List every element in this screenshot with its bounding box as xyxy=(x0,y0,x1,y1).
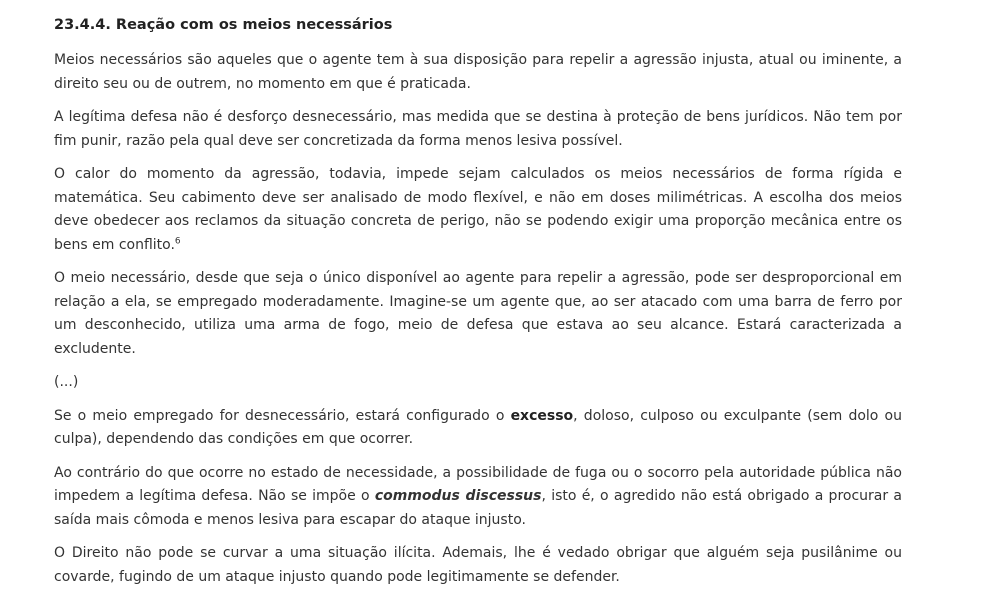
ellipsis-text: (...) xyxy=(54,374,79,390)
paragraph-text: O meio necessário, desde que seja o único disponível ao agente para repelir a agressão, pode ser desproporcional em relação a ela, se empregado moderadamente. Imagine-se um agente que, ao ser atacado com uma barra de ferro por um desconhecido, utiliza uma arma de fogo, meio de defesa que estava ao seu alcance. Estará caracterizada a excludente. xyxy=(54,270,902,357)
paragraph-text: Se o meio empregado for desnecessário, estará configurado o xyxy=(54,407,511,424)
paragraph-text: Ao contrário do que ocorre no estado de necessidade, a possibilidade de fuga ou o socorro pela autoridade pública não impedem a legítima defesa. Não se impõe o xyxy=(54,464,902,504)
paragraph-calor-do-momento xyxy=(54,163,902,257)
paragraph-meios-necessarios xyxy=(54,49,902,96)
paragraph-excesso xyxy=(54,405,902,452)
paragraph-text: O calor do momento da agressão, todavia, impede sejam calculados os meios necessários de forma rígida e matemática. Seu cabimento deve ser analisado de modo flexível, e não em doses milimétricas. A escolha dos meios deve obedecer aos reclamos da situação concreta de perigo, não se podendo exigir uma proporção mecânica entre os bens em conflito. xyxy=(54,166,902,253)
paragraph-direito-situacao-ilicita xyxy=(54,542,902,589)
bold-italic-term-commodus-discessus: commodus discessus xyxy=(374,488,542,504)
paragraph-commodus-discessus xyxy=(54,462,902,533)
paragraph-text: , doloso, culposo ou exculpante (sem dolo ou culpa), dependendo das condições em que ocorrer. xyxy=(54,407,902,447)
bold-term-excesso: excesso xyxy=(510,407,574,424)
paragraph-text: , isto é, o agredido não está obrigado a procurar a saída mais cômoda e menos lesiva para escapar do ataque injusto. xyxy=(54,488,902,528)
paragraph-meio-desproporcional xyxy=(54,267,902,361)
section-heading: 23.4.4. Reação com os meios necessários xyxy=(54,17,393,33)
document-body xyxy=(54,14,902,599)
paragraph-text: O Direito não pode se curvar a uma situação ilícita. Ademais, lhe é vedado obrigar que alguém seja pusilânime ou covarde, fugindo de um ataque injusto quando pode legitimamente se defender. xyxy=(54,545,902,585)
paragraph-ellipsis xyxy=(54,371,902,395)
paragraph-text: Meios necessários são aqueles que o agente tem à sua disposição para repelir a agressão injusta, atual ou iminente, a direito seu ou de outrem, no momento em que é praticada. xyxy=(54,52,902,92)
footnote-marker[interactable]: 6 xyxy=(174,235,181,246)
paragraph-text: A legítima defesa não é desforço desnecessário, mas medida que se destina à proteção de bens jurídicos. Não tem por fim punir, razão pela qual deve ser concretizada da forma menos lesiva possível. xyxy=(54,109,902,149)
paragraph-legitima-defesa xyxy=(54,106,902,153)
